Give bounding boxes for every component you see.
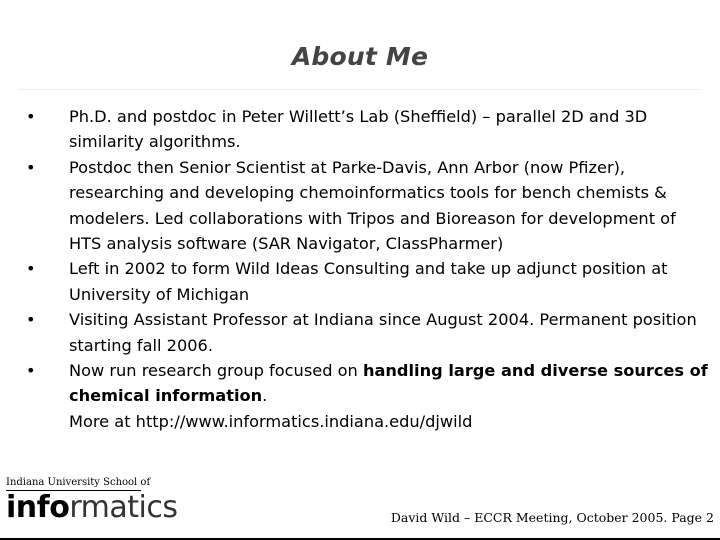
bullet-item: [18, 358, 708, 409]
bullet-item: [18, 307, 708, 358]
bullet-text: [69, 361, 708, 405]
bullet-marker: •: [26, 157, 36, 177]
school-logo: [6, 477, 178, 537]
bullet-text: Postdoc then Senior Scientist at Parke-Davis, Ann Arbor (now Pfizer), researching and developing chemoinformatics tools for bench chemists & modelers. Led collaborations with Tripos and Bioreason for development of HTS analysis software (SAR Navigator, ClassPharmer): [69, 157, 676, 254]
bullet-text: Ph.D. and postdoc in Peter Willett’s Lab (Sheffield) – parallel 2D and 3D similarity algorithms.: [69, 107, 648, 152]
bullet-item: [18, 104, 708, 155]
slide-title: About Me: [291, 42, 429, 71]
bullet-text-end: .: [262, 386, 268, 406]
bullet-text: Left in 2002 to form Wild Ideas Consulting and take up adjunct position at University of Michigan: [69, 259, 668, 304]
more-info-line: More at http://www.informatics.indiana.edu/djwild: [69, 411, 473, 431]
bullet-marker: •: [26, 361, 36, 381]
footer-credit: David Wild – ECCR Meeting, October 2005. Page 2: [390, 510, 714, 525]
title-divider: [18, 89, 700, 90]
bullet-marker: •: [26, 259, 36, 279]
bullet-marker: •: [26, 310, 36, 330]
bullet-text-emphasis: handling large and diverse sources of chemical information: [69, 361, 708, 406]
bullet-text: Visiting Assistant Professor at Indiana since August 2004. Permanent position starting fall 2006.: [69, 310, 697, 355]
bullet-text-start: Now run research group focused on: [69, 361, 363, 381]
bullet-item: [18, 256, 708, 307]
informatics-wordmark: informatics: [6, 490, 178, 525]
bullet-list: [18, 104, 708, 434]
school-name: Indiana University School of: [6, 477, 151, 488]
bullet-marker: •: [26, 107, 36, 126]
bullet-item: [18, 155, 708, 257]
